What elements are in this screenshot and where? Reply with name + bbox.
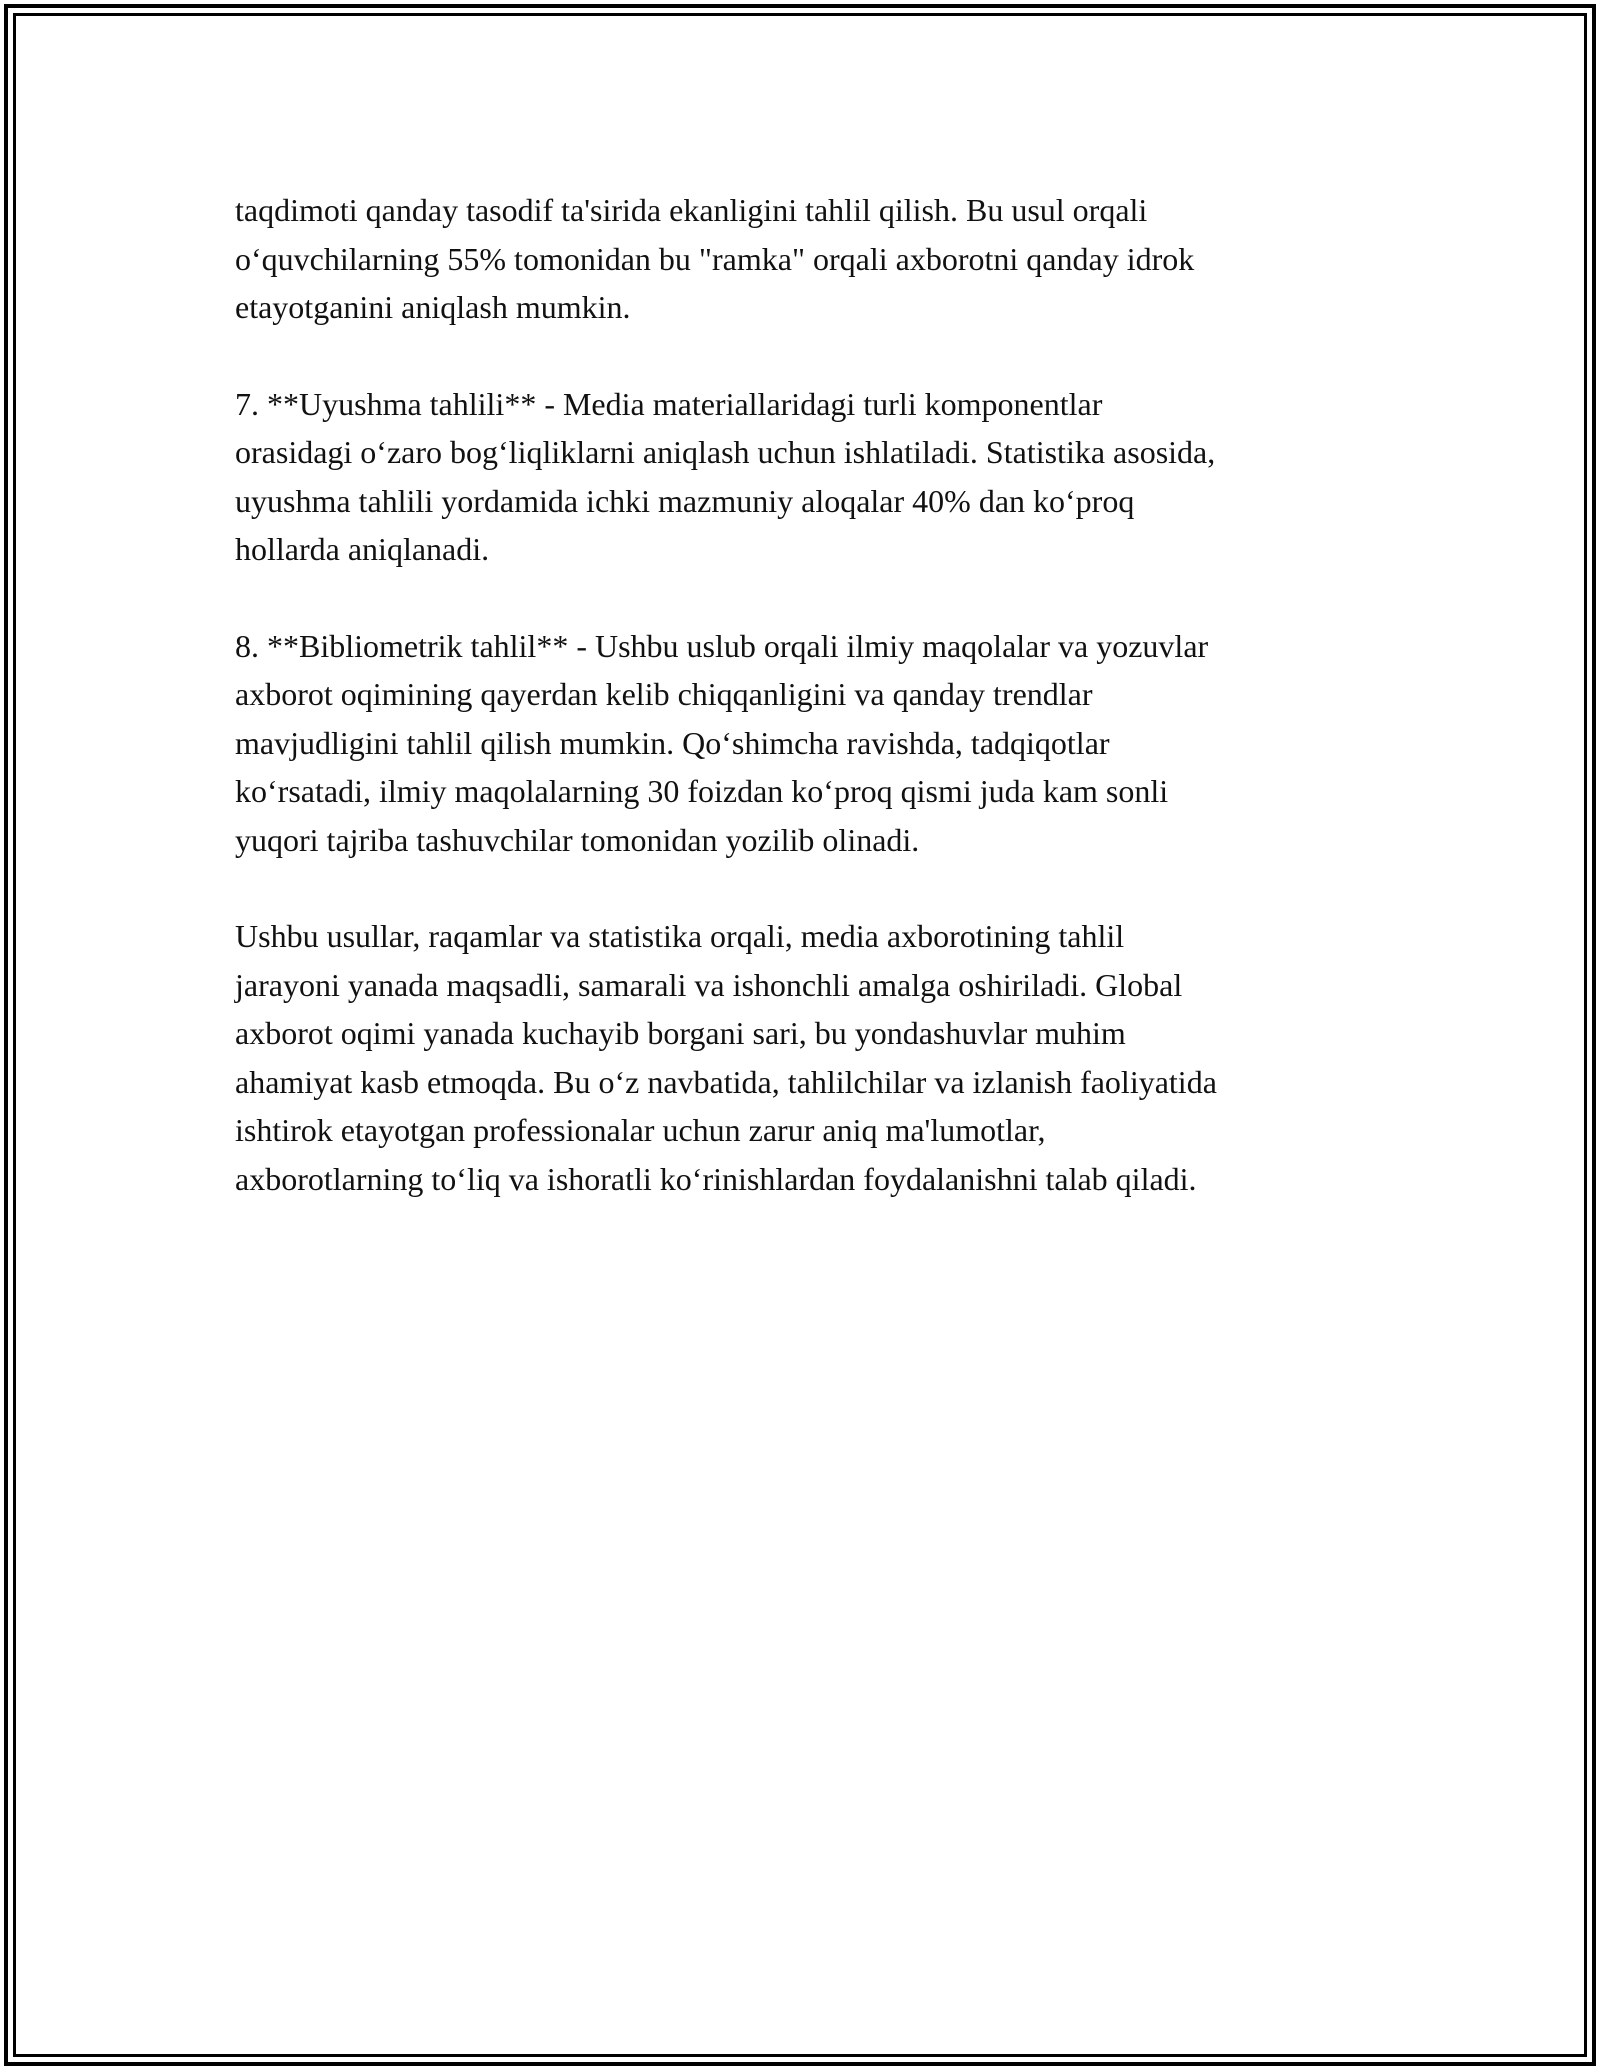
paragraph-framing-continuation: taqdimoti qanday tasodif ta'sirida ekanligini tahlil qilish. Bu usul orqali o‘quvchilarning 55% tomonidan bu "ramka" orqali axborotni qanday idrok etayotganini aniqlash mumkin. [235,192,1195,325]
document-body [235,186,1365,1251]
paragraph-conclusion: Ushbu usullar, raqamlar va statistika orqali, media axborotining tahlil jarayoni yanada maqsadli, samarali va ishonchli amalga oshiriladi. Global axborot oqimi yanada kuchayib borgani sari, bu yondashuvlar muhim ahamiyat kasb etmoqda. Bu o‘z navbatida, tahlilchilar va izlanish faoliyatida ishtirok etayotgan professionalar uchun zarur aniq ma'lumotlar, axborotlarning to‘liq va ishoratli ko‘rinishlardan foydalanishni talab qiladi. [235,918,1217,1197]
paragraph-bibliometric-analysis: 8. **Bibliometrik tahlil** - Ushbu uslub orqali ilmiy maqolalar va yozuvlar axborot oqimining qayerdan kelib chiqqanligini va qanday trendlar mavjudligini tahlil qilish mumkin. Qo‘shimcha ravishda, tadqiqotlar ko‘rsatadi, ilmiy maqolalarning 30 foizdan ko‘proq qismi juda kam sonli yuqori tajriba tashuvchilar tomonidan yozilib olinadi. [235,627,1209,858]
paragraph-association-analysis: 7. **Uyushma tahlili** - Media materiallaridagi turli komponentlar orasidagi o‘zaro bog‘liqliklarni aniqlash uchun ishlatiladi. Statistika asosida, uyushma tahlili yordamida ichki mazmuniy aloqalar 40% dan ko‘proq hollarda aniqlanadi. [235,385,1216,567]
